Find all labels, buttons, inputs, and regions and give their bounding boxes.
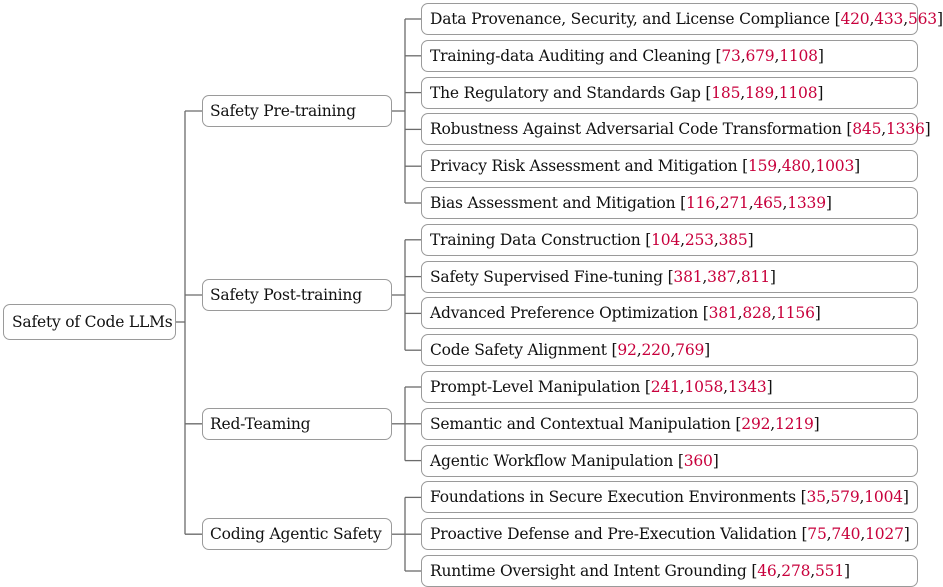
citation-ref: 104 — [651, 230, 681, 249]
citation-ref: 551 — [815, 562, 845, 580]
leaf-label: Bias Assessment and Mitigation — [430, 194, 676, 212]
leaf-node: Robustness Against Adversarial Code Transformation [ 845 , 1336 ] — [421, 113, 918, 145]
citation-ref: 1219 — [775, 414, 814, 433]
citation-ref: 1003 — [815, 157, 855, 176]
leaf-node: Data Provenance, Security, and License Compliance [ 420 , 433 , 563 ] — [421, 3, 918, 35]
leaf-node: Runtime Oversight and Intent Grounding [ 46 , 278 , 551 ] — [421, 555, 918, 587]
citation-ref: 1027 — [865, 525, 904, 544]
citation-ref: 46 — [757, 562, 777, 580]
leaf-node: Training Data Construction [ 104 , 253 , 385 ] — [421, 224, 918, 256]
leaf-node: Code Safety Alignment [ 92 , 220 , 769 ] — [421, 334, 918, 366]
citation-ref: 92 — [617, 341, 637, 360]
leaf-label: Prompt-Level Manipulation — [430, 378, 641, 396]
leaf-node: The Regulatory and Standards Gap [ 185 , 189 , 1108 ] — [421, 77, 918, 109]
citation-ref: 253 — [684, 230, 714, 249]
citation-ref: 381 — [673, 267, 703, 286]
citation-ref: 292 — [741, 414, 771, 433]
citation-ref: 159 — [747, 157, 777, 176]
citation-ref: 433 — [874, 10, 904, 28]
leaf-node: Privacy Risk Assessment and Mitigation [ 159 , 480 , 1003 ] — [421, 150, 918, 182]
root-node: Safety of Code LLMs — [3, 304, 176, 340]
citation-ref: 241 — [650, 378, 680, 396]
citation-ref: 220 — [641, 341, 671, 360]
leaf-node: Bias Assessment and Mitigation [ 116 , 271 , 465 , 1339 ] — [421, 187, 918, 219]
citation-ref: 811 — [740, 267, 770, 286]
category-label: Coding Agentic Safety — [210, 525, 382, 544]
citation-ref: 465 — [753, 194, 783, 212]
category-node — [202, 95, 392, 127]
leaf-node: Semantic and Contextual Manipulation [ 292 , 1219 ] — [421, 408, 918, 440]
citation-ref: 75 — [807, 525, 827, 544]
citation-ref: 1156 — [776, 304, 815, 323]
leaf-label: Foundations in Secure Execution Environments — [430, 488, 796, 507]
leaf-label: Advanced Preference Optimization — [430, 304, 699, 323]
citation-ref: 278 — [781, 562, 811, 580]
leaf-label: Robustness Against Adversarial Code Transformation — [430, 120, 842, 139]
leaf-label: Agentic Workflow Manipulation — [430, 451, 674, 470]
leaf-label: Training Data Construction — [430, 230, 641, 249]
citation-ref: 420 — [840, 10, 870, 28]
category-label: Safety Pre-training — [210, 102, 356, 120]
category-node — [202, 518, 392, 550]
citation-ref: 271 — [719, 194, 749, 212]
citation-ref: 1343 — [727, 378, 767, 396]
citation-ref: 1108 — [779, 46, 818, 65]
citation-ref: 828 — [742, 304, 772, 323]
citation-ref: 116 — [686, 194, 715, 212]
leaf-label: Safety Supervised Fine-tuning — [430, 267, 663, 286]
citation-ref: 1108 — [778, 83, 818, 102]
leaf-node: Agentic Workflow Manipulation [ 360 ] — [421, 445, 918, 477]
leaf-node: Advanced Preference Optimization [ 381 , 828 , 1156 ] — [421, 297, 918, 329]
citation-ref: 1058 — [684, 378, 724, 396]
citation-ref: 579 — [830, 488, 860, 507]
leaf-label: Runtime Oversight and Intent Grounding — [430, 562, 747, 580]
citation-ref: 189 — [745, 83, 774, 102]
citation-ref: 563 — [907, 10, 937, 28]
category-label: Safety Post-training — [210, 286, 362, 304]
citation-ref: 679 — [745, 46, 775, 65]
citation-ref: 740 — [831, 525, 861, 544]
leaf-node: Training-data Auditing and Cleaning [ 73 , 679 , 1108 ] — [421, 40, 918, 72]
citation-ref: 769 — [675, 341, 705, 360]
leaf-label: The Regulatory and Standards Gap — [430, 83, 701, 102]
leaf-node: Safety Supervised Fine-tuning [ 381 , 387 , 811 ] — [421, 261, 918, 293]
citation-ref: 35 — [806, 488, 826, 507]
leaf-label: Training-data Auditing and Cleaning — [430, 46, 711, 65]
category-label: Red-Teaming — [210, 414, 311, 433]
leaf-node: Prompt-Level Manipulation [ 241 , 1058 , 1343 ] — [421, 371, 918, 403]
citation-ref: 845 — [852, 120, 882, 139]
category-node — [202, 279, 392, 311]
citation-ref: 185 — [711, 83, 741, 102]
leaf-label: Privacy Risk Assessment and Mitigation — [430, 157, 738, 176]
leaf-label: Code Safety Alignment — [430, 341, 607, 360]
leaf-label: Data Provenance, Security, and License Compliance — [430, 10, 830, 28]
leaf-node: Foundations in Secure Execution Environments [ 35 , 579 , 1004 ] — [421, 481, 918, 513]
citation-ref: 1004 — [864, 488, 903, 507]
citation-ref: 360 — [683, 451, 713, 470]
citation-ref: 1336 — [886, 120, 925, 139]
citation-ref: 381 — [708, 304, 738, 323]
leaf-node: Proactive Defense and Pre-Execution Validation [ 75 , 740 , 1027 ] — [421, 518, 918, 550]
leaf-label: Proactive Defense and Pre-Execution Validation — [430, 525, 797, 544]
citation-ref: 387 — [707, 267, 737, 286]
citation-ref: 1339 — [787, 194, 826, 212]
citation-ref: 480 — [781, 157, 811, 176]
citation-ref: 385 — [718, 230, 748, 249]
leaf-label: Semantic and Contextual Manipulation — [430, 414, 731, 433]
citation-ref: 73 — [721, 46, 741, 65]
category-node — [202, 408, 392, 440]
